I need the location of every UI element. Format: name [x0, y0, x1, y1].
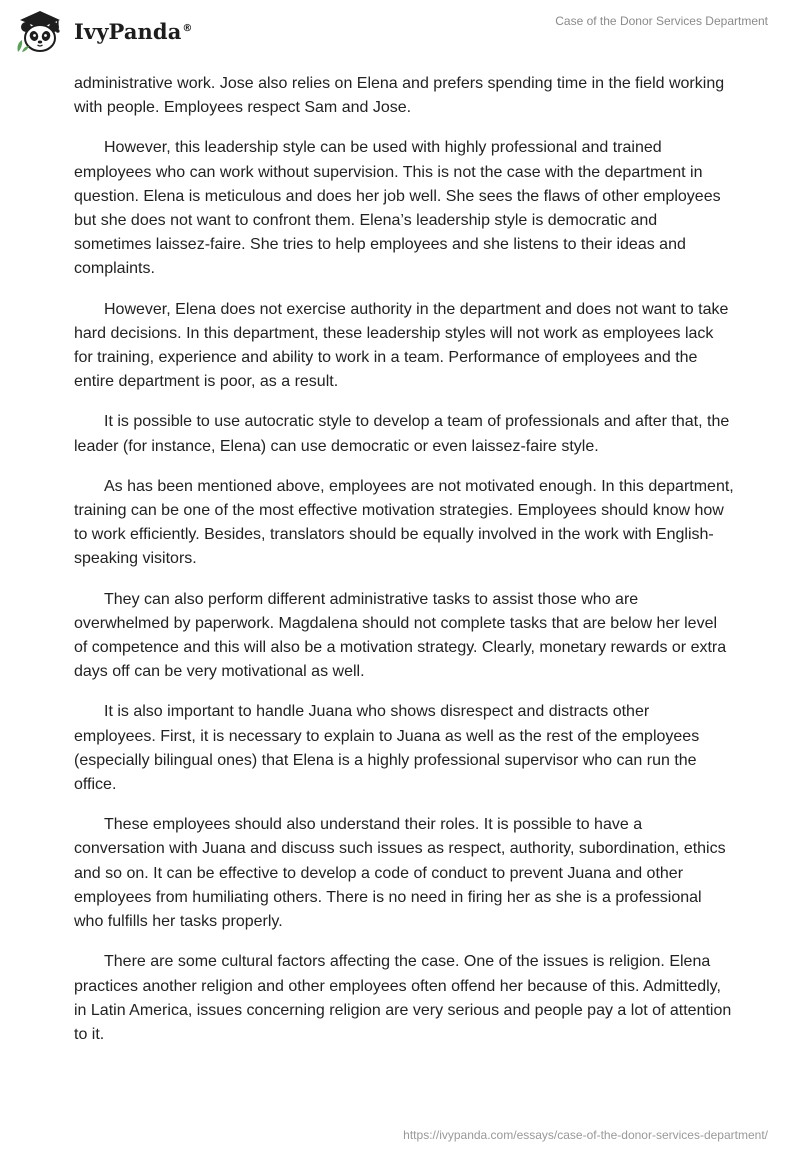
- paragraph: However, this leadership style can be used with highly professional and trained employees who can work without supervision. This is not the case with the department in question. Elena is meticulous and does her job well. She sees the flaws of other employees but she does not want to confront them. Elena’s leadership style is democratic and sometimes laissez-faire. She tries to help employees and she listens to their ideas and complaints.: [74, 139, 721, 278]
- paragraph: They can also perform different administrative tasks to assist those who are overwhelmed by paperwork. Magdalena should not complete tasks that are below her level of competence and this will also be a motivation strategy. Clearly, monetary rewards or extra days off can be very motivational as well.: [74, 590, 727, 681]
- paragraph: administrative work. Jose also relies on Elena and prefers spending time in the field working with people. Employees respect Sam and Jose.: [74, 75, 725, 117]
- paragraph: It is possible to use autocratic style to develop a team of professionals and after that, the leader (for instance, Elena) can use democratic or even laissez-faire style.: [74, 413, 730, 455]
- paragraph: As has been mentioned above, employees are not motivated enough. In this department, training can be one of the most effective motivation strategies. Employees should know how to work efficiently. Besides, translators should be equally involved in the work with English-speaking visitors.: [74, 477, 734, 568]
- paragraph: There are some cultural factors affecting the case. One of the issues is religion. Elena practices another religion and other employees often offend her because of this. Admittedly, in Latin America, issues concerning religion are very serious and people pay a lot of attention to it.: [74, 953, 732, 1043]
- panda-logo-icon: [14, 8, 66, 54]
- document-title: Case of the Donor Services Department: [555, 14, 768, 28]
- paragraph: These employees should also understand their roles. It is possible to have a conversation with Juana and discuss such issues as respect, authority, subordination, ethics and so on. It can be effective to develop a code of conduct to prevent Juana and other employees from humiliating others. There is no need in firing her as she is a professional who fulfills her tasks properly.: [74, 816, 726, 931]
- brand-logo[interactable]: [14, 8, 193, 54]
- paragraph: It is also important to handle Juana who shows disrespect and distracts other employees. First, it is necessary to explain to Juana as well as the rest of the employees (especially bilingual ones) that Elena is a highly professional supervisor who can run the office.: [74, 703, 700, 794]
- essay-body: [74, 72, 734, 1063]
- source-url-link[interactable]: https://ivypanda.com/essays/case-of-the-donor-services-department/: [403, 1128, 768, 1142]
- page-header: [0, 0, 800, 64]
- paragraph: However, Elena does not exercise authority in the department and does not want to take hard decisions. In this department, these leadership styles will not work as employees lack for training, experience and ability to work in a team. Performance of employees and the entire department is poor, as a result.: [74, 300, 729, 391]
- brand-name: IvyPanda®: [74, 18, 193, 44]
